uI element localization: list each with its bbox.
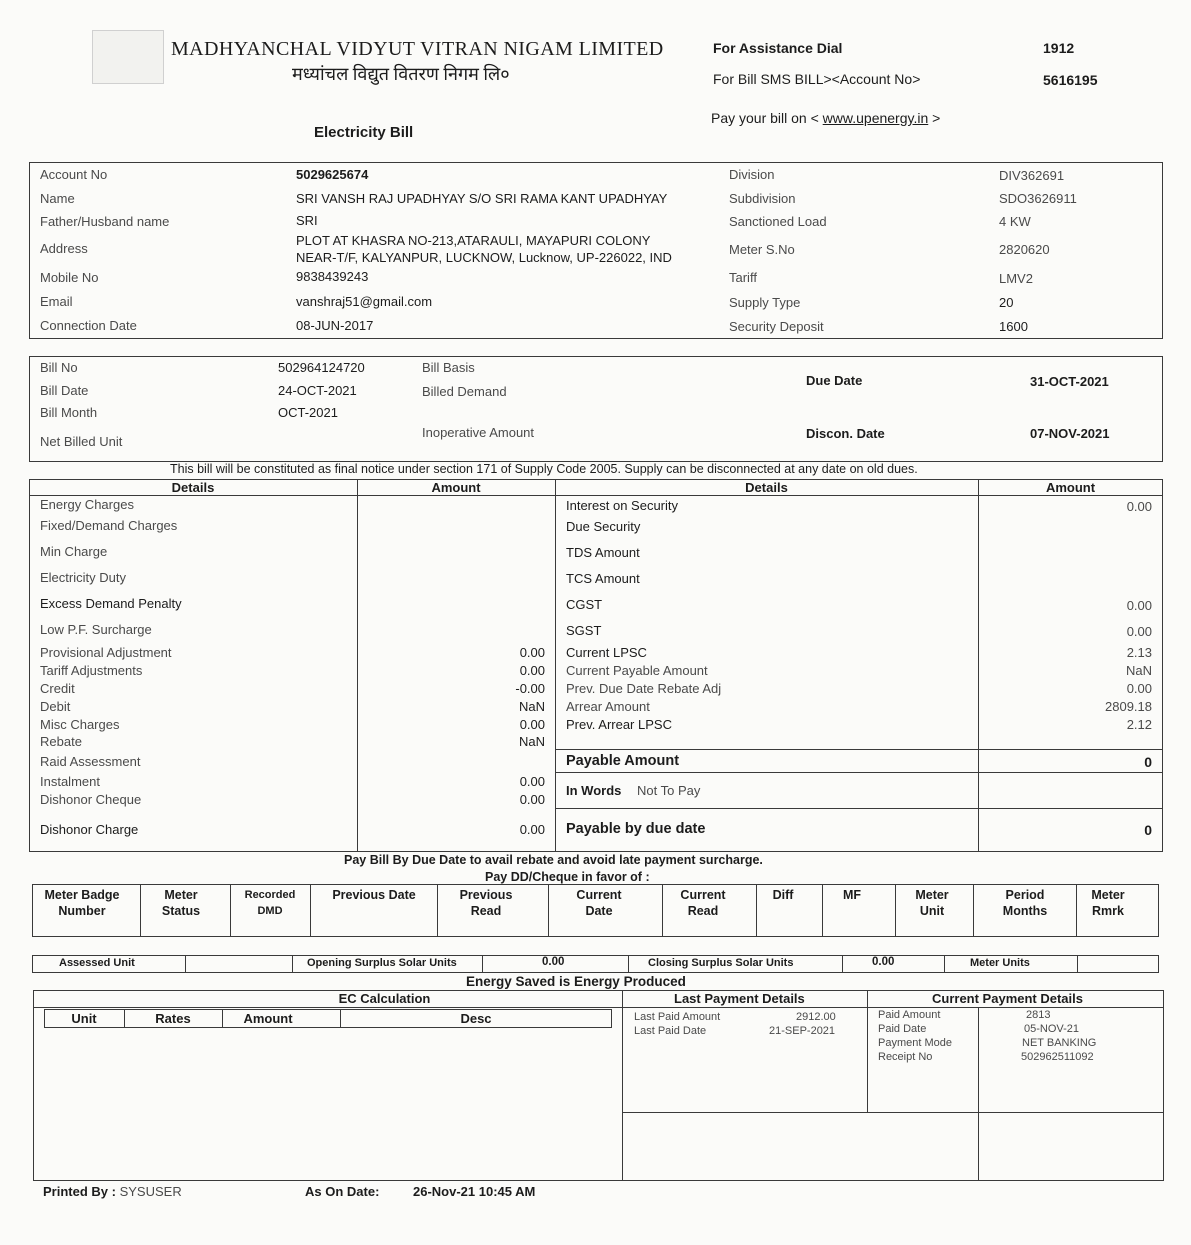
right-amount-header: Amount [1045,480,1096,495]
units-col-divider [842,955,843,973]
charge-label: Rebate [40,734,82,749]
charges-col-divider-3 [978,479,979,852]
charge-label: Interest on Security [566,498,678,513]
inoperative-amount-label: Inoperative Amount [422,425,535,440]
current-payment-divider [978,1007,979,1181]
sms-label: For Bill SMS BILL><Account No> [713,71,921,87]
printed-by-label: Printed By : [43,1184,120,1199]
connection-date-label: Connection Date [40,318,137,333]
units-col-divider [944,955,945,973]
period-months-header: Period Months [1002,888,1048,918]
father-value: SRI [296,213,318,228]
division-value: DIV362691 [999,168,1065,183]
charges-col-divider-2 [555,479,556,852]
charge-label: SGST [566,623,602,638]
website-link[interactable]: www.upenergy.in [822,110,929,126]
assessed-unit-label: Assessed Unit [59,957,135,969]
opening-surplus-label: Opening Surplus Solar Units [307,957,457,969]
charge-label: CGST [566,597,603,612]
charge-label: Electricity Duty [40,570,126,585]
payable-by-due-date-label: Payable by due date [566,821,706,837]
address-label: Address [40,241,88,256]
last-paid-amount-value: 2912.00 [796,1011,836,1023]
charge-value: 0.00 [1126,499,1152,514]
dd-cheque-note: Pay DD/Cheque in favor of : [485,870,650,884]
charge-label: TCS Amount [566,571,640,586]
account-no-label: Account No [40,167,108,182]
bill-details-box [29,356,1163,462]
charge-label: Fixed/Demand Charges [40,518,178,533]
pay-rebate-note: Pay Bill By Due Date to avail rebate and avoid late payment surcharge. [344,853,763,867]
charge-value: 0.00 [1126,681,1152,696]
charge-label: Misc Charges [40,717,120,732]
final-notice-text: This bill will be constituted as final notice under section 171 of Supply Code 2005. Supply can be disconnected at any date on old dues. [170,462,918,476]
bill-date-value: 24-OCT-2021 [278,383,357,398]
last-payment-title: Last Payment Details [674,991,805,1006]
discon-date-label: Discon. Date [806,426,885,441]
last-paid-date-label: Last Paid Date [634,1025,707,1037]
meter-col-divider [230,884,231,937]
charge-value: 0.00 [519,774,545,789]
charge-label: Debit [40,699,71,714]
bill-no-value: 502964124720 [278,360,365,375]
charge-value: 0.00 [519,645,545,660]
charge-label: Excess Demand Penalty [40,596,182,611]
charge-label: Energy Charges [40,497,134,512]
account-no-value: 5029625674 [296,167,369,182]
charge-value: NaN [518,699,545,714]
tariff-value: LMV2 [999,271,1033,286]
printed-by-value: SYSUSER [119,1184,182,1199]
charge-label: Provisional Adjustment [40,645,172,660]
sms-number: 5616195 [1043,72,1098,88]
charge-value: 0.00 [519,717,545,732]
charge-value: 2.12 [1126,717,1152,732]
charges-col-divider-1 [357,479,358,852]
payable-by-due-date-value: 0 [1144,822,1152,838]
charge-value: 0.00 [519,792,545,807]
meter-units-label: Meter Units [970,957,1030,969]
previous-date-header: Previous Date [332,888,416,902]
meter-col-divider [437,884,438,937]
email-label: Email [40,294,73,309]
supply-type-value: 20 [999,295,1014,310]
paid-amount-value: 2813 [1026,1009,1051,1021]
closing-surplus-label: Closing Surplus Solar Units [648,957,794,969]
payment-mode-value: NET BANKING [1022,1037,1097,1049]
bill-month-label: Bill Month [40,405,98,420]
name-value: SRI VANSH RAJ UPADHYAY S/O SRI RAMA KANT UPADHYAY [296,191,668,206]
charge-value: 2809.18 [1105,699,1152,714]
address-line-2: NEAR-T/F, KALYANPUR, LUCKNOW, Lucknow, UP-226022, IND [296,250,672,265]
email-value: vanshraj51@gmail.com [296,294,433,309]
receipt-no-label: Receipt No [878,1051,933,1063]
charge-label: Prev. Arrear LPSC [566,717,672,732]
company-name-hindi: मध्यांचल विद्युत वितरण निगम लि० [292,64,510,84]
payable-amount-value: 0 [1144,754,1152,770]
charge-value: 0.00 [519,822,545,837]
charge-label: Raid Assessment [40,754,141,769]
company-logo [92,30,164,84]
printed-by [43,1184,182,1199]
units-col-divider [482,955,483,973]
charge-value: 0.00 [1126,624,1152,639]
meter-col-divider [310,884,311,937]
sanctioned-load-value: 4 KW [999,214,1031,229]
last-paid-amount-label: Last Paid Amount [634,1011,721,1023]
supply-type-label: Supply Type [729,295,801,310]
meter-unit-header: Meter Unit [915,888,949,918]
ec-amount-header: Amount [243,1011,293,1026]
meter-col-divider [662,884,663,937]
division-label: Division [729,167,775,182]
subdivision-label: Subdivision [729,191,796,206]
previous-read-header: Previous Read [459,888,513,918]
bill-basis-label: Bill Basis [422,360,475,375]
meter-badge-header: Meter Badge Number [44,888,120,918]
security-deposit-value: 1600 [999,319,1028,334]
meter-remark-header: Meter Rmrk [1091,888,1125,918]
charge-value: NaN [1125,663,1152,678]
last-current-divider [867,990,868,1113]
charge-label: Tariff Adjustments [40,663,143,678]
meter-col-divider [756,884,757,937]
name-label: Name [40,191,75,206]
paid-date-value: 05-NOV-21 [1024,1023,1080,1035]
discon-date-value: 07-NOV-2021 [1030,426,1110,441]
charge-value: 2.13 [1126,645,1152,660]
meter-col-divider [973,884,974,937]
due-date-value: 31-OCT-2021 [1030,374,1109,389]
ec-calculation-title: EC Calculation [338,991,431,1006]
charge-label: Current LPSC [566,645,647,660]
bill-title: Electricity Bill [314,124,414,141]
mobile-label: Mobile No [40,270,99,285]
meter-col-divider [548,884,549,937]
charge-value: NaN [518,734,545,749]
energy-saved-slogan: Energy Saved is Energy Produced [466,974,686,989]
charge-label: Instalment [40,774,100,789]
address-line-1: PLOT AT KHASRA NO-213,ATARAULI, MAYAPURI COLONY [296,233,651,248]
in-words-label: In Words [566,783,622,798]
last-paid-date-value: 21-SEP-2021 [769,1025,836,1037]
payment-details-bottom [622,1112,1164,1113]
net-billed-unit-label: Net Billed Unit [40,434,123,449]
charge-label: Prev. Due Date Rebate Adj [566,681,722,696]
connection-date-value: 08-JUN-2017 [296,318,374,333]
pay-online-prefix: Pay your bill on < [711,110,823,126]
paid-date-label: Paid Date [878,1023,927,1035]
father-label: Father/Husband name [40,214,170,229]
charge-value: 0.00 [519,663,545,678]
meter-col-divider [140,884,141,937]
diff-header: Diff [772,888,794,902]
units-col-divider [1077,955,1078,973]
units-col-divider [292,955,293,973]
charges-header-divider [29,495,1163,496]
ec-unit-header: Unit [71,1011,97,1026]
pay-online-text [711,110,940,126]
payment-header-divider [33,1007,1164,1008]
units-col-divider [628,955,629,973]
assistance-label: For Assistance Dial [713,40,843,56]
recorded-dmd-header: Recorded DMD [244,889,296,917]
words-bottom-divider [555,808,1163,809]
pay-online-suffix: > [928,110,941,126]
charge-label: TDS Amount [566,545,640,560]
mobile-value: 9838439243 [296,269,369,284]
current-read-header: Current Read [680,888,726,918]
left-amount-header: Amount [431,480,481,495]
billed-demand-label: Billed Demand [422,384,507,399]
charge-label: Credit [40,681,75,696]
current-payment-title: Current Payment Details [932,991,1083,1006]
right-details-header: Details [745,480,788,495]
meter-col-divider [895,884,896,937]
ec-divider [622,990,623,1181]
as-on-date-label: As On Date: [305,1184,380,1199]
opening-surplus-value: 0.00 [542,956,565,968]
units-col-divider [185,955,186,973]
bill-no-label: Bill No [40,360,78,375]
payable-amount-label: Payable Amount [566,753,680,769]
charge-label: Due Security [566,519,641,534]
as-on-date-value: 26-Nov-21 10:45 AM [413,1184,536,1199]
sanctioned-load-label: Sanctioned Load [729,214,827,229]
charge-label: Dishonor Cheque [40,792,142,807]
charge-value: -0.00 [515,681,545,696]
tariff-label: Tariff [729,270,757,285]
payable-bottom-divider [555,772,1163,773]
meter-col-divider [1076,884,1077,937]
bill-month-value: OCT-2021 [278,405,338,420]
security-deposit-label: Security Deposit [729,319,824,334]
current-date-header: Current Date [576,888,622,918]
assistance-number: 1912 [1043,40,1075,56]
payable-top-divider [555,749,1163,750]
charge-label: Low P.F. Surcharge [40,622,152,637]
meter-sno-label: Meter S.No [729,242,795,257]
ec-rates-header: Rates [155,1011,191,1026]
company-name-english: MADHYANCHAL VIDYUT VITRAN NIGAM LIMITED [171,38,664,60]
payment-mode-label: Payment Mode [878,1037,952,1049]
paid-amount-label: Paid Amount [878,1009,941,1021]
bill-date-label: Bill Date [40,383,89,398]
receipt-no-value: 502962511092 [1021,1051,1094,1063]
charge-label: Min Charge [40,544,108,559]
subdivision-value: SDO3626911 [999,191,1077,206]
meter-col-divider [822,884,823,937]
due-date-label: Due Date [806,373,863,388]
charge-label: Dishonor Charge [40,822,139,837]
charge-value: 0.00 [1126,598,1152,613]
in-words-value: Not To Pay [637,783,701,798]
mf-header: MF [842,888,862,902]
left-details-header: Details [171,480,215,495]
meter-sno-value: 2820620 [999,242,1050,257]
closing-surplus-value: 0.00 [872,956,895,968]
meter-status-header: Meter Status [161,888,201,918]
ec-desc-header: Desc [460,1011,492,1026]
charge-label: Current Payable Amount [566,663,708,678]
charge-label: Arrear Amount [566,699,650,714]
